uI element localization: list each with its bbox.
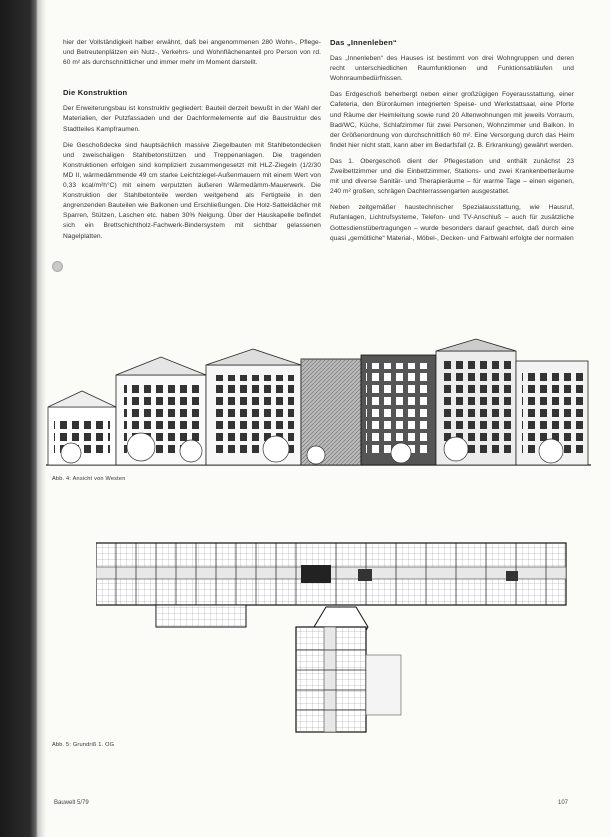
right-text-column <box>330 38 574 244</box>
interior-paragraph-2: Das Erdgeschoß beherbergt neben einer großzügigen Foyerausstattung, einer Cafeteria, den Büroräumen integrierten Speise- und Werkstattsaal, eine Pforte und Räume der Heimleitung sowie rund 20 Altenwohnungen mit jeweils Vorraum, Bad/WC, Küche, Schlafzimmer für zwei Personen, Wohnzimmer und Balkon. In der Größenordnung von durchschnittlich 60 m². Eine Versorgung durch das Heim findet hier nicht statt, kann aber im Bedarfsfall (z. B. Erkrankung) gewährt werden. <box>330 91 574 149</box>
punch-hole <box>52 261 63 272</box>
section-heading-interior: Das „Innenleben“ <box>330 38 397 47</box>
intro-paragraph: hier der Vollständigkeit halber erwähnt, daß bei angenommenen 280 Wohn-, Pflege- und Betreutenplätzen ein Nutz-, Verkehrs- und Wohnflächenanteil pro Person von rd. 60 m² als durchschnittlicher und immer mehr im Moment darstellt. <box>63 39 321 67</box>
book-binding-shadow <box>0 0 38 837</box>
footer-page-number: 107 <box>558 800 569 806</box>
floor-plan-drawing <box>96 535 576 735</box>
interior-paragraph-3: Das 1. Obergeschoß dient der Pflegestation und enthält zunächst 23 Zweibettzimmer und die Einbettzimmer, Stations- und zwei Krankenbetteräume mit und diverse Sanitär- und Therapieräume – für warme Tage – einen eigenen, 240 m² großen, schrägen Dachterrassengarten ausgestattet. <box>330 157 574 196</box>
figure-5-caption: Abb. 5: Grundriß 1. OG <box>52 742 115 748</box>
left-text-column <box>63 38 321 242</box>
construction-paragraph-2: Die Geschoßdecke sind hauptsächlich massive Ziegelbauten mit Stahlbetondecken und zweischaligen Stahlbetonstützen und Treppenanlagen. Die tragenden Konstruktionen erfolgen sind kompliziert zusammengesetzt mit HLZ-Ziegeln (1/2/30 MD II, wärmedämmende 49 cm starke Leichtziegel-Außenmauern mit einem Wert von 0,33 kcal/m²h°C) mit einem verputzten äußeren Wärmedämm-Mauerwerk. Die Konstruktion der Stahlbetonteile werden weitgehend als Fertigteile in den angrenzenden Bauteilen wie Balkonen und Erschließungen. Die Holz-Satteldächer mit Sparren, Stützen, Laschen etc. haben 30% Neigung. Über der Hauskapelle befindet sich ein Brettschichtholz-Fachwerk-Bindersystem mit sichtbar gelassenen Nagelplatten. <box>63 141 321 240</box>
interior-paragraph-4: Neben zeitgemäßer haustechnischer Spezialausstattung, wie Hausruf, Rufanlagen, Lichtrufsysteme, Telefon- und TV-Anschluß – auch für zusätzliche Gottesdienstübertragungen – wurde besonders darauf geachtet, daß durch eine quasi „gemütliche“ Material-, Möbel-, Decken- und Farbwahl erfolgte der normalen <box>330 204 574 242</box>
west-elevation-drawing <box>46 335 591 473</box>
scan-gutter-shadow <box>38 0 46 837</box>
construction-paragraph-1: Der Erweiterungsbau ist konstruktiv gegliedert: Bauteil derzeit bewußt in der Wahl der Materialien, der Putzfassaden und der Dachformelemente auf die Baustruktur des Stadtteiles Kampfraumen. <box>63 105 321 133</box>
interior-paragraph-1: Das „Innenleben“ des Hauses ist bestimmt von drei Wohngruppen und deren recht unterschiedlichen Raumfunktionen und Funktionsabläufen und Wohnraumbedürfnissen. <box>330 55 574 83</box>
footer-publication: Bauwelt 5/79 <box>54 800 89 806</box>
figure-4-caption: Abb. 4: Ansicht von Westen <box>52 476 126 482</box>
section-heading-construction: Die Konstruktion <box>63 88 128 98</box>
